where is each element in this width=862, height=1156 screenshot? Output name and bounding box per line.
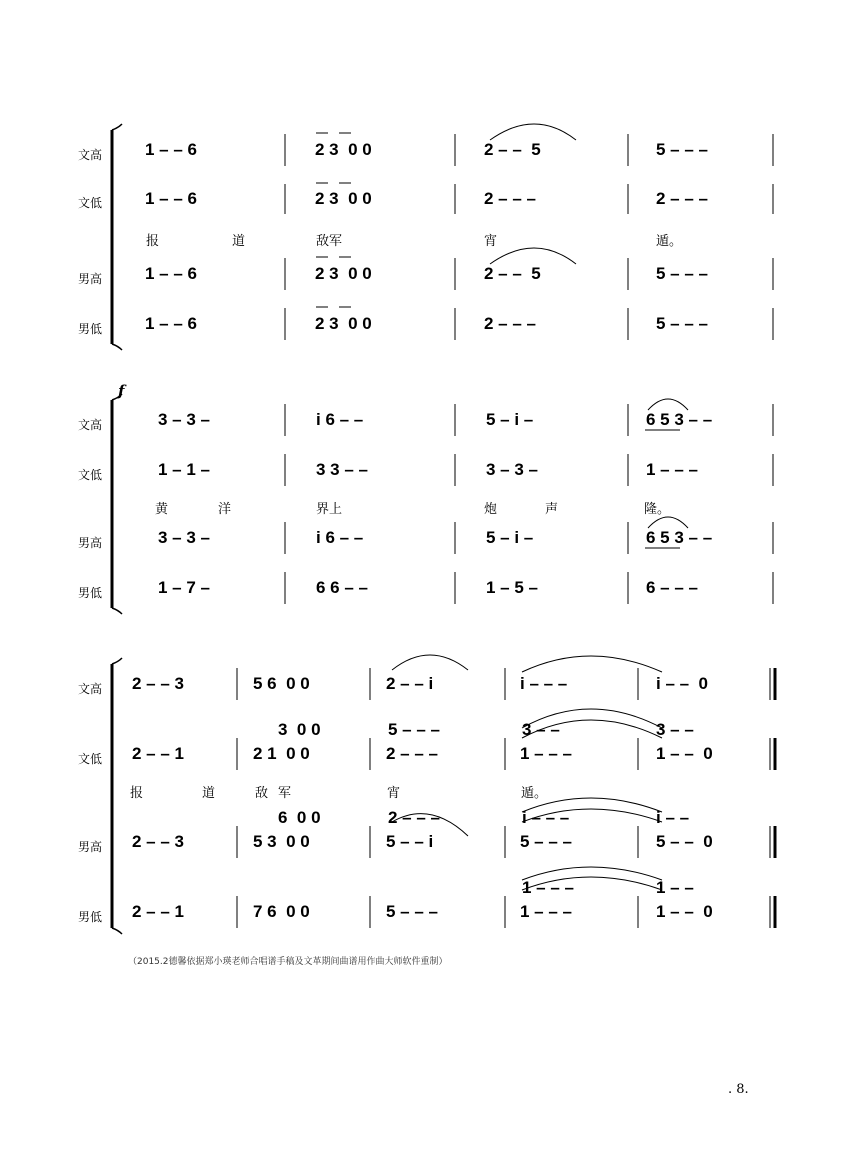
part-label-soprano: 文高 — [78, 682, 103, 696]
measure: 5 – i – — [486, 410, 534, 429]
dynamic-marking: f — [118, 382, 125, 400]
measure: 3 – 3 – — [486, 460, 538, 479]
lyric: 隆。 — [644, 502, 671, 517]
measure: 5 – – i — [386, 832, 434, 851]
measure: 1 – – 0 — [656, 902, 713, 921]
measure: 3 3 – – — [316, 460, 368, 479]
measure: 1 – 1 – — [158, 460, 210, 479]
lyric: 炮 — [484, 502, 498, 517]
measure-upper: 5 – – – — [388, 720, 440, 739]
part-label-bass: 男低 — [78, 322, 103, 336]
measure: 6 – – – — [646, 578, 698, 597]
lyric: 遁。 — [656, 234, 683, 249]
measure: 2 3 0 0 — [315, 314, 372, 333]
measure: 2 – – 5 — [484, 264, 541, 283]
lyric: 敌军 — [316, 234, 343, 249]
measure: 2 3 0 0 — [315, 264, 372, 283]
part-label-bass: 男低 — [78, 910, 103, 924]
measure: i – – – — [520, 674, 568, 693]
measure: 2 – – – — [656, 189, 708, 208]
part-label-alto: 文低 — [78, 752, 103, 766]
measure: 5 – – 0 — [656, 832, 713, 851]
measure-upper: 1 – – — [656, 878, 694, 897]
lyric: 宵 — [387, 786, 401, 801]
measure: 1 – 5 – — [486, 578, 538, 597]
measure: 5 – – – — [386, 902, 438, 921]
measure: 2 1 0 0 — [253, 744, 310, 763]
part-label-soprano: 文高 — [78, 148, 103, 162]
measure: 1 – – 0 — [656, 744, 713, 763]
part-label-tenor: 男高 — [78, 536, 103, 550]
measure: i 6 – – — [316, 528, 364, 547]
lyric: 洋 — [218, 502, 232, 517]
measure: i – – 0 — [656, 674, 708, 693]
measure-upper: 3 – – — [522, 720, 560, 739]
part-label-soprano: 文高 — [78, 418, 103, 432]
measure: 2 – – 3 — [132, 674, 184, 693]
measure: 2 – – – — [484, 189, 536, 208]
measure: 5 – i – — [486, 528, 534, 547]
measure-upper: 2 – – – — [388, 808, 440, 827]
footer-credit: （2015.2德馨依据郑小瑛老师合唱谱手稿及文革期间曲谱用作曲大师软件重制） — [128, 957, 448, 967]
measure: 5 – – – — [656, 314, 708, 333]
measure: 2 – – 1 — [132, 902, 184, 921]
measure: 3 – 3 – — [158, 528, 210, 547]
measure: 2 – – – — [386, 744, 438, 763]
part-label-tenor: 男高 — [78, 840, 103, 854]
measure: 1 – – 6 — [145, 264, 197, 283]
lyric: 黄 — [155, 502, 169, 517]
lyric: 道 — [232, 234, 246, 249]
measure: 2 – – 5 — [484, 140, 541, 159]
measure: 1 – 7 – — [158, 578, 210, 597]
measure: 5 3 0 0 — [253, 832, 310, 851]
measure-upper: 3 – – — [656, 720, 694, 739]
measure: 1 – – 6 — [145, 140, 197, 159]
measure: 1 – – – — [520, 902, 572, 921]
measure: 2 3 0 0 — [315, 189, 372, 208]
lyric: 界上 — [316, 502, 343, 517]
part-label-alto: 文低 — [78, 468, 103, 482]
measure-upper: i – – – — [522, 808, 570, 827]
measure: 5 – – – — [656, 140, 708, 159]
lyric: 敌 — [255, 786, 269, 801]
measure: 6 5 3 – – — [646, 528, 713, 547]
measure-upper: 3 0 0 — [278, 720, 321, 739]
measure: 5 – – – — [656, 264, 708, 283]
lyric: 宵 — [484, 234, 498, 249]
measure-upper: 6 0 0 — [278, 808, 321, 827]
lyric: 报 — [130, 786, 144, 801]
lyric: 报 — [146, 234, 160, 249]
measure: 1 – – – — [646, 460, 698, 479]
measure: 5 6 0 0 — [253, 674, 310, 693]
measure: 1 – – 6 — [145, 314, 197, 333]
measure: 5 – – – — [520, 832, 572, 851]
measure: 6 5 3 – – — [646, 410, 713, 429]
measure-upper: 1 – – – — [522, 878, 574, 897]
part-label-alto: 文低 — [78, 196, 103, 210]
measure: 2 3 0 0 — [315, 140, 372, 159]
measure: 7 6 0 0 — [253, 902, 310, 921]
measure: i 6 – – — [316, 410, 364, 429]
lyric: 军 — [278, 786, 292, 801]
measure: 2 – – 1 — [132, 744, 184, 763]
part-label-tenor: 男高 — [78, 272, 103, 286]
measure: 1 – – 6 — [145, 189, 197, 208]
measure-upper: i – – — [656, 808, 690, 827]
part-label-bass: 男低 — [78, 586, 103, 600]
lyric: 道 — [202, 786, 216, 801]
measure: 3 – 3 – — [158, 410, 210, 429]
measure: 2 – – – — [484, 314, 536, 333]
lyric: 遁。 — [521, 786, 548, 801]
measure: 2 – – 3 — [132, 832, 184, 851]
page-number: . 8. — [728, 1082, 749, 1097]
lyric: 声 — [545, 502, 559, 517]
measure: 2 – – i — [386, 674, 434, 693]
measure: 1 – – – — [520, 744, 572, 763]
measure: 6 6 – – — [316, 578, 368, 597]
